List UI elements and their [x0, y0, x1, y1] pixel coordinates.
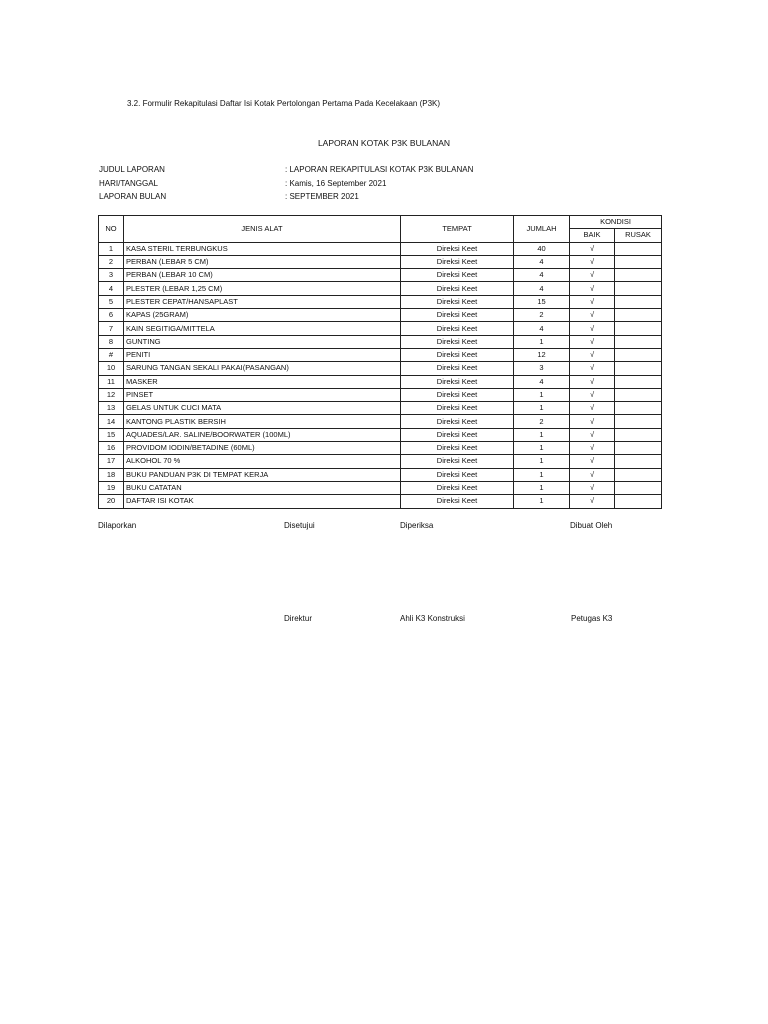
table-row	[99, 295, 662, 308]
cell-tempat: Direksi Keet	[401, 362, 514, 375]
header-tempat: TEMPAT	[401, 216, 514, 243]
cell-baik: √	[570, 309, 615, 322]
cell-jenis-alat: PLESTER (LEBAR 1,25 CM)	[124, 282, 401, 295]
table-row	[99, 495, 662, 508]
cell-rusak	[615, 269, 662, 282]
cell-baik: √	[570, 375, 615, 388]
cell-jumlah: 2	[514, 309, 570, 322]
cell-baik: √	[570, 415, 615, 428]
cell-rusak	[615, 282, 662, 295]
cell-no: 1	[99, 242, 124, 255]
table-row	[99, 468, 662, 481]
cell-tempat: Direksi Keet	[401, 255, 514, 268]
cell-tempat: Direksi Keet	[401, 428, 514, 441]
cell-tempat: Direksi Keet	[401, 495, 514, 508]
cell-tempat: Direksi Keet	[401, 322, 514, 335]
cell-rusak	[615, 255, 662, 268]
cell-no: 15	[99, 428, 124, 441]
cell-baik: √	[570, 269, 615, 282]
cell-rusak	[615, 481, 662, 494]
cell-rusak	[615, 442, 662, 455]
cell-no: 4	[99, 282, 124, 295]
cell-jenis-alat: MASKER	[124, 375, 401, 388]
cell-jenis-alat: PERBAN (LEBAR 5 CM)	[124, 255, 401, 268]
cell-jenis-alat: PENITI	[124, 348, 401, 361]
table-row	[99, 309, 662, 322]
cell-no: #	[99, 348, 124, 361]
cell-jenis-alat: DAFTAR ISI KOTAK	[124, 495, 401, 508]
cell-jumlah: 4	[514, 255, 570, 268]
cell-tempat: Direksi Keet	[401, 335, 514, 348]
cell-jumlah: 1	[514, 335, 570, 348]
cell-tempat: Direksi Keet	[401, 269, 514, 282]
cell-tempat: Direksi Keet	[401, 242, 514, 255]
cell-rusak	[615, 495, 662, 508]
cell-no: 17	[99, 455, 124, 468]
table-row	[99, 415, 662, 428]
table-row	[99, 428, 662, 441]
cell-jenis-alat: ALKOHOL 70 %	[124, 455, 401, 468]
cell-rusak	[615, 388, 662, 401]
table-row	[99, 348, 662, 361]
cell-tempat: Direksi Keet	[401, 442, 514, 455]
table-row	[99, 402, 662, 415]
cell-baik: √	[570, 468, 615, 481]
cell-no: 2	[99, 255, 124, 268]
cell-baik: √	[570, 335, 615, 348]
cell-baik: √	[570, 242, 615, 255]
cell-baik: √	[570, 442, 615, 455]
cell-no: 16	[99, 442, 124, 455]
cell-jumlah: 1	[514, 481, 570, 494]
table-row	[99, 255, 662, 268]
cell-jenis-alat: BUKU PANDUAN P3K DI TEMPAT KERJA	[124, 468, 401, 481]
cell-baik: √	[570, 322, 615, 335]
table-row	[99, 282, 662, 295]
cell-no: 14	[99, 415, 124, 428]
cell-no: 13	[99, 402, 124, 415]
cell-jenis-alat: KASA STERIL TERBUNGKUS	[124, 242, 401, 255]
cell-baik: √	[570, 388, 615, 401]
cell-no: 12	[99, 388, 124, 401]
cell-baik: √	[570, 255, 615, 268]
cell-baik: √	[570, 362, 615, 375]
cell-baik: √	[570, 282, 615, 295]
cell-rusak	[615, 402, 662, 415]
cell-jenis-alat: GELAS UNTUK CUCI MATA	[124, 402, 401, 415]
meta-label-tanggal: HARI/TANGGAL	[99, 179, 158, 188]
meta-label-bulan: LAPORAN BULAN	[99, 192, 167, 201]
cell-tempat: Direksi Keet	[401, 468, 514, 481]
cell-tempat: Direksi Keet	[401, 388, 514, 401]
signature-label-diperiksa: Diperiksa	[400, 521, 434, 530]
cell-rusak	[615, 295, 662, 308]
table-row	[99, 375, 662, 388]
cell-baik: √	[570, 348, 615, 361]
cell-tempat: Direksi Keet	[401, 375, 514, 388]
cell-jumlah: 4	[514, 322, 570, 335]
meta-value-judul: : LAPORAN REKAPITULASI KOTAK P3K BULANAN	[285, 165, 474, 174]
cell-jumlah: 1	[514, 442, 570, 455]
cell-jumlah: 1	[514, 468, 570, 481]
header-jenis-alat: JENIS ALAT	[124, 216, 401, 243]
table-row	[99, 362, 662, 375]
cell-no: 3	[99, 269, 124, 282]
cell-rusak	[615, 322, 662, 335]
cell-rusak	[615, 468, 662, 481]
cell-tempat: Direksi Keet	[401, 282, 514, 295]
cell-jenis-alat: PROVIDOM IODIN/BETADINE (60ML)	[124, 442, 401, 455]
cell-jumlah: 1	[514, 495, 570, 508]
cell-jumlah: 1	[514, 402, 570, 415]
cell-jumlah: 1	[514, 388, 570, 401]
cell-tempat: Direksi Keet	[401, 481, 514, 494]
cell-no: 5	[99, 295, 124, 308]
table-row	[99, 242, 662, 255]
cell-rusak	[615, 415, 662, 428]
cell-baik: √	[570, 402, 615, 415]
table-row	[99, 481, 662, 494]
cell-jenis-alat: BUKU CATATAN	[124, 481, 401, 494]
cell-jumlah: 4	[514, 375, 570, 388]
header-jumlah: JUMLAH	[514, 216, 570, 243]
cell-baik: √	[570, 455, 615, 468]
cell-jenis-alat: PINSET	[124, 388, 401, 401]
cell-no: 18	[99, 468, 124, 481]
signature-name-direktur: Direktur	[284, 614, 313, 623]
cell-rusak	[615, 335, 662, 348]
cell-no: 19	[99, 481, 124, 494]
cell-no: 6	[99, 309, 124, 322]
cell-rusak	[615, 362, 662, 375]
cell-jumlah: 15	[514, 295, 570, 308]
cell-jumlah: 2	[514, 415, 570, 428]
cell-jenis-alat: KAPAS (25GRAM)	[124, 309, 401, 322]
cell-rusak	[615, 309, 662, 322]
cell-jenis-alat: GUNTING	[124, 335, 401, 348]
cell-jenis-alat: PERBAN (LEBAR 10 CM)	[124, 269, 401, 282]
cell-no: 8	[99, 335, 124, 348]
table-row	[99, 455, 662, 468]
meta-label-judul: JUDUL LAPORAN	[99, 165, 165, 174]
cell-jumlah: 1	[514, 455, 570, 468]
section-heading: 3.2. Formulir Rekapitulasi Daftar Isi Kotak Pertolongan Pertama Pada Kecelakaan (P3K)	[127, 99, 441, 108]
signature-name-petugas-k3: Petugas K3	[571, 614, 613, 623]
cell-jumlah: 4	[514, 282, 570, 295]
cell-jumlah: 4	[514, 269, 570, 282]
header-rusak: RUSAK	[615, 229, 662, 242]
table-row	[99, 388, 662, 401]
cell-rusak	[615, 455, 662, 468]
cell-jumlah: 40	[514, 242, 570, 255]
cell-jumlah: 12	[514, 348, 570, 361]
cell-jenis-alat: KANTONG PLASTIK BERSIH	[124, 415, 401, 428]
signature-label-disetujui: Disetujui	[284, 521, 315, 530]
header-kondisi: KONDISI	[570, 216, 662, 229]
signature-label-dilaporkan: Dilaporkan	[98, 521, 137, 530]
cell-jumlah: 1	[514, 428, 570, 441]
cell-jumlah: 3	[514, 362, 570, 375]
table-row	[99, 442, 662, 455]
table-row	[99, 322, 662, 335]
cell-rusak	[615, 428, 662, 441]
cell-rusak	[615, 242, 662, 255]
table-body	[99, 242, 662, 508]
cell-tempat: Direksi Keet	[401, 348, 514, 361]
cell-rusak	[615, 348, 662, 361]
header-no: NO	[99, 216, 124, 243]
cell-jenis-alat: PLESTER CEPAT/HANSAPLAST	[124, 295, 401, 308]
table-row	[99, 335, 662, 348]
signature-label-dibuat-oleh: Dibuat Oleh	[570, 521, 613, 530]
cell-jenis-alat: SARUNG TANGAN SEKALI PAKAI(PASANGAN)	[124, 362, 401, 375]
cell-jenis-alat: KAIN SEGITIGA/MITTELA	[124, 322, 401, 335]
cell-baik: √	[570, 495, 615, 508]
cell-tempat: Direksi Keet	[401, 309, 514, 322]
cell-tempat: Direksi Keet	[401, 295, 514, 308]
signature-name-ahli-k3: Ahli K3 Konstruksi	[400, 614, 465, 623]
meta-value-tanggal: : Kamis, 16 September 2021	[285, 179, 387, 188]
cell-no: 10	[99, 362, 124, 375]
table-row	[99, 269, 662, 282]
cell-tempat: Direksi Keet	[401, 402, 514, 415]
cell-tempat: Direksi Keet	[401, 455, 514, 468]
cell-baik: √	[570, 428, 615, 441]
cell-baik: √	[570, 295, 615, 308]
cell-baik: √	[570, 481, 615, 494]
cell-no: 7	[99, 322, 124, 335]
report-title: LAPORAN KOTAK P3K BULANAN	[317, 138, 451, 148]
meta-value-bulan: : SEPTEMBER 2021	[285, 192, 359, 201]
cell-rusak	[615, 375, 662, 388]
cell-no: 11	[99, 375, 124, 388]
inventory-table	[98, 215, 662, 509]
cell-no: 20	[99, 495, 124, 508]
cell-tempat: Direksi Keet	[401, 415, 514, 428]
cell-jenis-alat: AQUADES/LAR. SALINE/BOORWATER (100ML)	[124, 428, 401, 441]
header-baik: BAIK	[570, 229, 615, 242]
